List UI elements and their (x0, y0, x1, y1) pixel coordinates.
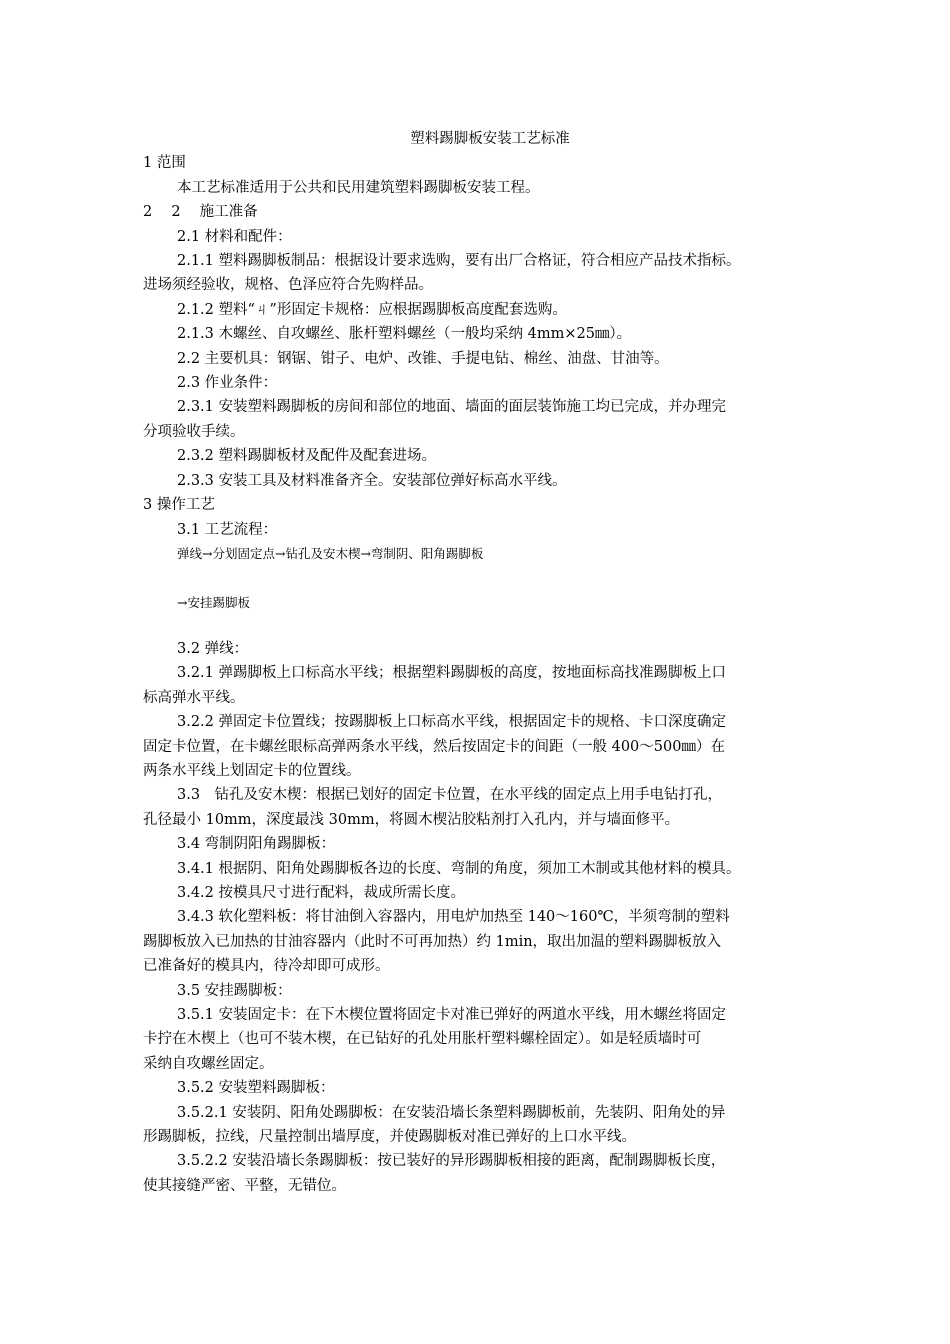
subsection-heading: 3.4 弯制阴阳角踢脚板： (177, 836, 336, 853)
paragraph-continuation: 踢脚板放入已加热的甘油容器内（此时不可再加热）约 1min，取出加温的塑料踢脚板放入 (143, 933, 722, 950)
paragraph: 3.5.1 安装固定卡：在下木楔位置将固定卡对准已弹好的两道水平线，用木螺丝将固定 (177, 1007, 727, 1023)
paragraph: 2.3.2 塑料踢脚板材及配件及配套进场。 (177, 448, 437, 465)
paragraph: 2.1.2 塑料“ㄐ”形固定卡规格：应根据踢脚板高度配套选购。 (177, 301, 567, 318)
paragraph: 2.2 主要机具：钢锯、钳子、电炉、改锥、手提电钻、棉丝、油盘、甘油等。 (177, 350, 669, 367)
subsection-heading: 3.1 工艺流程： (177, 521, 278, 538)
paragraph: 3.2.2 弹固定卡位置线；按踢脚板上口标高水平线，根据固定卡的规格、卡口深度确定 (177, 714, 727, 731)
section-heading: 2 2 施工准备 (143, 204, 258, 221)
subsection-heading: 3.5.2 安装塑料踢脚板： (177, 1080, 335, 1097)
paragraph: 3.2.1 弹踢脚板上口标高水平线；根据塑料踢脚板的高度，按地面标高找准踢脚板上口 (177, 665, 727, 682)
subsection-heading: 3.2 弹线： (177, 640, 249, 657)
paragraph: 3.5.2.2 安装沿墙长条踢脚板：按已装好的异形踢脚板相接的距离，配制踢脚板长度， (177, 1153, 726, 1170)
subsection-heading: 3.5 安挂踢脚板： (177, 982, 292, 999)
process-flow-line: →安挂踢脚板 (177, 594, 250, 610)
paragraph: 2.3.1 安装塑料踢脚板的房间和部位的地面、墙面的面层装饰施工均已完成，并办理完 (177, 399, 727, 416)
paragraph-continuation: 进场须经验收，规格、色泽应符合先购样品。 (143, 277, 433, 294)
paragraph-continuation: 卡拧在木楔上（也可不装木楔，在已钻好的孔处用胀杆塑料螺栓固定）。如是轻质墙时可 (143, 1031, 702, 1048)
paragraph-continuation: 已准备好的模具内，待冷却即可成形。 (143, 958, 390, 975)
document-body (143, 127, 823, 1198)
paragraph: 3.5.2.1 安装阴、阳角处踢脚板：在安装沿墙长条塑料踢脚板前，先装阴、阳角处的异 (177, 1104, 726, 1121)
section-heading: 3 操作工艺 (143, 497, 215, 514)
document-title: 塑料踢脚板安装工艺标准 (410, 131, 570, 147)
section-heading: 1 范围 (143, 155, 186, 172)
paragraph-continuation: 形踢脚板，拉线，尺量控制出墙厚度，并使踢脚板对准已弹好的上口水平线。 (143, 1129, 636, 1146)
process-flow-line: 弹线→分划固定点→钻孔及安木楔→弯制阴、阳角踢脚板 (177, 545, 484, 561)
paragraph: 2.1.1 塑料踢脚板制品：根据设计要求选购，要有出厂合格证，符合相应产品技术指标。 (177, 253, 741, 270)
paragraph: 3.4.1 根据阴、阳角处踢脚板各边的长度、弯制的角度，须加工木制或其他材料的模具。 (177, 860, 741, 877)
paragraph-continuation: 分项验收手续。 (143, 423, 245, 440)
subsection-heading: 2.1 材料和配件： (177, 228, 292, 245)
paragraph-continuation: 采纳自攻螺丝固定。 (143, 1055, 274, 1072)
paragraph-continuation: 使其接缝严密、平整，无错位。 (143, 1177, 346, 1194)
paragraph: 3.3 钻孔及安木楔：根据已划好的固定卡位置，在水平线的固定点上用手电钻打孔， (177, 787, 723, 804)
paragraph-continuation: 标高弹水平线。 (143, 689, 245, 706)
paragraph-continuation: 孔径最小 10mm，深度最浅 30mm，将圆木楔沾胶粘剂打入孔内，并与墙面修平。 (143, 811, 680, 828)
paragraph: 2.1.3 木螺丝、自攻螺丝、胀杆塑料螺丝（一般均采纳 4mm×25㎜）。 (177, 326, 632, 343)
paragraph-continuation: 两条水平线上划固定卡的位置线。 (143, 762, 361, 779)
paragraph: 2.3.3 安装工具及材料准备齐全。安装部位弹好标高水平线。 (177, 472, 567, 489)
paragraph: 本工艺标准适用于公共和民用建筑塑料踢脚板安装工程。 (177, 179, 540, 196)
paragraph: 3.4.3 软化塑料板：将甘油倒入容器内，用电炉加热至 140～160℃，半须弯制的塑料 (177, 909, 730, 926)
subsection-heading: 2.3 作业条件： (177, 375, 278, 392)
paragraph-continuation: 固定卡位置，在卡螺丝眼标高弹两条水平线，然后按固定卡的间距（一般 400～500㎜）在 (143, 738, 725, 755)
paragraph: 3.4.2 按模具尺寸进行配料，裁成所需长度。 (177, 884, 466, 901)
